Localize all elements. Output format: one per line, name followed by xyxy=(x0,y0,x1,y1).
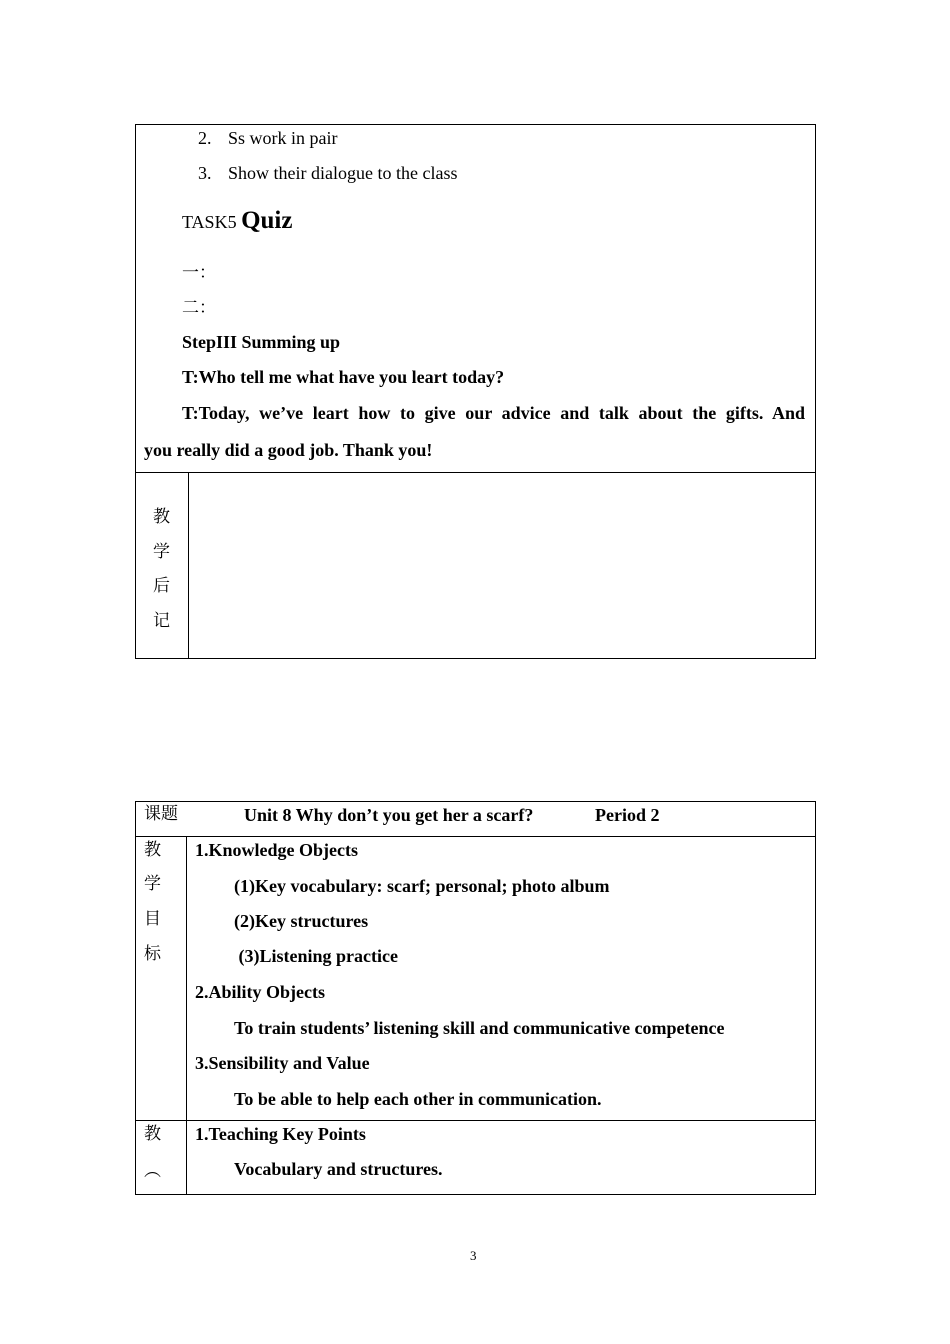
objectives-label-char: 目 xyxy=(144,909,161,929)
task5-heading xyxy=(182,206,292,237)
ability-heading: 2.Ability Objects xyxy=(195,982,325,1002)
reflection-label-char: 学 xyxy=(153,542,170,562)
ability-text: To train students’ listening skill and communicative competence xyxy=(234,1018,725,1038)
topic-label: 课题 xyxy=(144,804,178,824)
list-item-number: 3. xyxy=(198,163,212,183)
keypoints-label-char: ︵ xyxy=(144,1161,161,1181)
sensibility-heading: 3.Sensibility and Value xyxy=(195,1053,370,1073)
teacher-closing-line1: T:Today, we’ve leart how to give our advice and talk about the gifts. And xyxy=(182,403,805,423)
sensibility-text: To be able to help each other in communication. xyxy=(234,1089,602,1109)
list-item: Show their dialogue to the class xyxy=(228,163,458,183)
quiz-item-1: 一： xyxy=(182,263,216,283)
period-label: Period 2 xyxy=(595,805,660,825)
table-divider xyxy=(136,472,815,473)
topic-title: Unit 8 Why don’t you get her a scarf? xyxy=(244,805,534,825)
objectives-label-char: 学 xyxy=(144,874,161,894)
objectives-label-char: 教 xyxy=(144,840,161,860)
column-divider xyxy=(188,472,189,658)
keypoints-label-char: 教 xyxy=(144,1124,161,1144)
task5-prefix: TASK5 xyxy=(182,212,237,232)
step-heading: StepIII Summing up xyxy=(182,332,341,352)
keypoints-text: Vocabulary and structures. xyxy=(234,1159,443,1179)
knowledge-item: (1)Key vocabulary: scarf; personal; photo album xyxy=(234,876,610,896)
page-number: 3 xyxy=(470,1248,477,1263)
keypoints-heading: 1.Teaching Key Points xyxy=(195,1124,366,1144)
list-item: Ss work in pair xyxy=(228,128,338,148)
reflection-label-char: 记 xyxy=(153,611,170,631)
column-divider xyxy=(186,836,187,1194)
task5-title: Quiz xyxy=(241,207,293,234)
list-item-number: 2. xyxy=(198,128,212,148)
table-divider xyxy=(136,836,815,837)
teacher-closing-line2: you really did a good job. Thank you! xyxy=(144,440,433,460)
reflection-label-char: 教 xyxy=(153,507,170,527)
knowledge-item: (3)Listening practice xyxy=(234,946,398,966)
objectives-label-char: 标 xyxy=(144,944,161,964)
knowledge-item: (2)Key structures xyxy=(234,911,369,931)
table-divider xyxy=(136,1120,815,1121)
quiz-item-2: 二： xyxy=(182,298,216,318)
reflection-label-char: 后 xyxy=(153,576,170,596)
teacher-question: T:Who tell me what have you leart today? xyxy=(182,367,505,387)
lesson-steps-table xyxy=(135,124,816,659)
knowledge-heading: 1.Knowledge Objects xyxy=(195,840,358,860)
